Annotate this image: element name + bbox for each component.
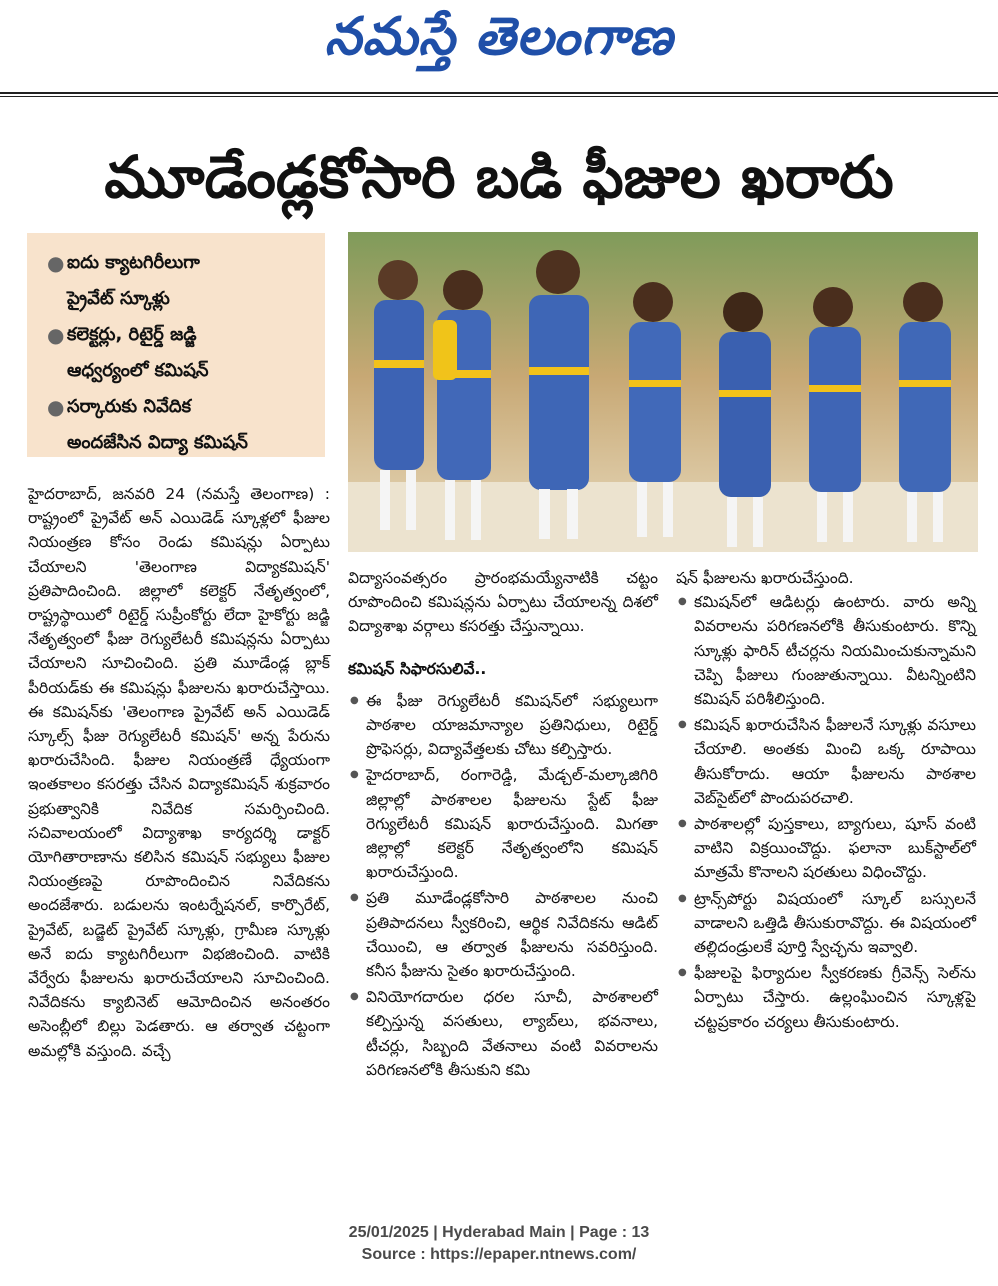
recommendation-item: ● ఈ ఫీజు రెగ్యులేటరీ కమిషన్‌లో సభ్యులుగా పాఠశాల యాజమాన్యాల ప్రతినిధులు, రిటైర్డ్ ప్రొఫెసర్లు, విద్యావేత్తలకు చోటు కల్పిస్తారు. bbox=[348, 689, 658, 762]
article-column-2 bbox=[348, 566, 658, 1084]
highlight-item: ● కలెక్టర్లు, రిటైర్డ్ జడ్జి ఆధ్వర్యంలో కమిషన్ bbox=[47, 323, 209, 381]
recommendation-item: ● ట్రాన్స్‌పోర్టు విషయంలో స్కూల్ బస్సులనే వాడాలని ఒత్తిడి తీసుకురావొద్దు. ఈ విషయంలో తల్లిదండ్రులకే పూర్తి స్వేచ్ఛను ఇవ్వాలి. bbox=[676, 887, 976, 960]
school-children-photo bbox=[348, 232, 978, 552]
recommendation-item: ● వినియోగదారుల ధరల సూచీ, పాఠశాలలో కల్పిస్తున్న వసతులు, ల్యాబ్‌లు, భవనాలు, టీచర్లు, సిబ్బంది వేతనాలు వంటి వివరాలను పరిగణనలోకి తీసుకుని కమి bbox=[348, 985, 658, 1082]
recommendation-item: ● హైదరాబాద్, రంగారెడ్డి, మేడ్చల్-మల్కాజిగిరి జిల్లాల్లో పాఠశాలల ఫీజులను స్టేట్ ఫీజు రెగ్యులేటరీ కమిషన్ ఖరారుచేస్తుంది. మిగతా జిల్లాల్లో కలెక్టర్ నేతృత్వంలోని కమిషన్ ఖరారుచేస్తుంది. bbox=[348, 763, 658, 884]
body-text: విద్యాసంవత్సరం ప్రారంభమయ్యేనాటికి చట్టం రూపొందించి కమిషన్లను ఏర్పాటు చేయాలన్న దిశలో విద్యాశాఖ వర్గాలు కసరత్తు చేస్తున్నాయి. bbox=[348, 569, 658, 636]
footer-edition: 25/01/2025 | Hyderabad Main | Page : 13 bbox=[348, 1224, 650, 1241]
recommendation-item: ● ఫీజులపై ఫిర్యాదుల స్వీకరణకు గ్రీవెన్స్ సెల్‌ను ఏర్పాటు చేస్తారు. ఉల్లంఘించిన స్కూళ్లపై చట్టప్రకారం చర్యలు తీసుకుంటారు. bbox=[676, 961, 976, 1034]
recommendation-item: ● కమిషన్ ఖరారుచేసిన ఫీజులనే స్కూళ్లు వసూలు చేయాలి. అంతకు మించి ఒక్క రూపాయి తీసుకోరాదు. ఆయా ఫీజులను పాఠశాల వెబ్‌సైట్‌లో పొందుపరచాలి. bbox=[676, 713, 976, 810]
page-footer bbox=[0, 1222, 998, 1266]
body-text: హైదరాబాద్, జనవరి 24 (నమస్తే తెలంగాణ) : రాష్ట్రంలో ప్రైవేట్ అన్ ఎయిడెడ్ స్కూళ్లలో ఫీజుల నియంత్రణ కోసం రెండు కమిషన్లు ఏర్పాటు చేయాలని 'తెలంగాణ విద్యాకమిషన్' ప్రతిపాదించింది. జిల్లాలో కలెక్టర్ నేతృత్వంలో, రాష్ట్రస్థాయిలో రిటైర్డ్ సుప్రీంకోర్టు లేదా హైకోర్టు జడ్జి నేతృత్వంలో ఫీజు రెగ్యులేటరీ కమిషన్లను ఏర్పాటు చేయాలని సూచించింది. ప్రతి మూడేండ్ల బ్లాక్ పీరియడ్‌కు ఈ కమిషన్లు ఫీజులను ఖరారుచేస్తాయి. ఈ కమిషన్‌కు 'తెలంగాణ ప్రైవేట్ అన్ ఎయిడెడ్ స్కూల్స్ ఫీజు రెగ్యులేటరీ కమిషన్' అన్న పేరును ఖరారుచేసింది. ఫీజుల నియంత్రణే ధ్యేయంగా ఇంతకాలం కసరత్తు చేసిన విద్యాకమిషన్ శుక్రవారం ప్రభుత్వానికి నివేదిక సమర్పించింది. సచివాలయంలో విద్యాశాఖ కార్యదర్శి డాక్టర్ యోగితారాణాను కలిసిన కమిషన్ సభ్యులు ఫీజుల నియంత్రణపై రూపొందించిన నివేదికను అందజేశారు. బడులను ఇంటర్నేషనల్, కార్పొరేట్, ప్రైవేట్, బడ్జెట్ ప్రైవేట్ స్కూళ్లు, గ్రామీణ స్కూళ్లు అనే ఐదు క్యాటగిరీలుగా విభజించింది. వాటికి వేర్వేరు ఫీజులను ఖరారుచేయాలని సూచించింది. నివేదికను క్యాబినెట్ ఆమోదించిన అనంతరం అసెంబ్లీలో బిల్లు పెడతారు. ఆ తర్వాత చట్టంగా అమల్లోకి వస్తుంది. వచ్చే bbox=[28, 485, 330, 1060]
photo-illustration bbox=[348, 232, 978, 552]
masthead-title: నమస్తే తెలంగాణ bbox=[324, 6, 674, 67]
article-headline: మూడేండ్లకోసారి బడి ఫీజుల ఖరారు bbox=[104, 143, 894, 211]
recommendation-item: ● ప్రతి మూడేండ్లకోసారి పాఠశాలల నుంచి ప్రతిపాదనలు స్వీకరించి, ఆర్థిక నివేదికను ఆడిట్ చేయించి, ఆ తర్వాత ఫీజులను సవరిస్తుంది. కనీస ఫీజును సైతం ఖరారుచేస్తుంది. bbox=[348, 886, 658, 983]
divider-top-thin bbox=[0, 96, 998, 97]
masthead bbox=[0, 0, 998, 86]
article-column-1 bbox=[28, 482, 330, 1063]
highlight-item: ● ఐదు క్యాటగిరీలుగా ప్రైవేట్ స్కూళ్లు bbox=[47, 251, 200, 309]
divider-top bbox=[0, 92, 998, 94]
highlight-item: ● సర్కారుకు నివేదిక అందజేసిన విద్యా కమిషన్ bbox=[47, 395, 248, 453]
highlights-box bbox=[27, 233, 325, 457]
recommendation-item: ● పాఠశాలల్లో పుస్తకాలు, బ్యాగులు, షూస్ వంటి వాటిని విక్రయించొద్దు. ఫలానా బుక్‌స్టాల్‌లో మాత్రమే కొనాలని షరతులు విధించొద్దు. bbox=[676, 812, 976, 885]
body-text: షన్ ఫీజులను ఖరారుచేస్తుంది. bbox=[676, 569, 854, 587]
recommendation-item: ● కమిషన్‌లో ఆడిటర్లు ఉంటారు. వారు అన్ని వివరాలను పరిగణనలోకి తీసుకుంటారు. కొన్ని స్కూళ్లు ఫారిన్ టీచర్లను నియమించుకున్నామని చెప్పి ఫీజులు గుంజుతున్నాయి. వీటన్నింటిని కమిషన్ పరిశీలిస్తుంది. bbox=[676, 590, 976, 711]
article-column-3 bbox=[676, 566, 976, 1036]
section-subhead: కమిషన్ సిఫారసులివే.. bbox=[348, 659, 487, 678]
footer-source: Source : https://epaper.ntnews.com/ bbox=[361, 1246, 637, 1263]
